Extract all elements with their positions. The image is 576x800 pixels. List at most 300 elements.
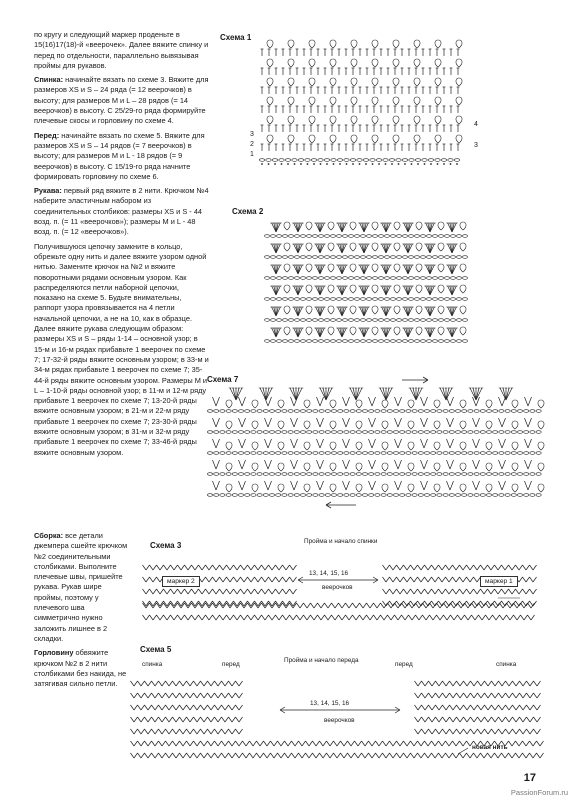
fan-stitch bbox=[260, 388, 266, 400]
v-stitch-right bbox=[512, 753, 516, 758]
v-stitch-left bbox=[206, 615, 210, 620]
v-stitch-right bbox=[146, 565, 150, 570]
v-stitch-right bbox=[230, 615, 234, 620]
v-stitch-left bbox=[415, 693, 419, 698]
v-stitch-right bbox=[141, 717, 145, 722]
v-stitch-right bbox=[477, 753, 481, 758]
v-stitch-right bbox=[239, 693, 243, 698]
leaf-motif bbox=[267, 97, 273, 105]
v-stitch-right bbox=[377, 603, 381, 608]
v-stitch-left bbox=[473, 460, 477, 469]
v-stitch-right bbox=[155, 729, 159, 734]
chain-stitch bbox=[530, 410, 535, 413]
chain-stitch bbox=[408, 319, 413, 322]
leaf-motif bbox=[226, 421, 232, 429]
chain-stitch bbox=[269, 452, 274, 455]
v-stitch-right bbox=[386, 589, 390, 594]
v-stitch-right bbox=[467, 681, 471, 686]
v-stitch-right bbox=[237, 589, 241, 594]
v-stitch-right bbox=[268, 460, 272, 469]
chain-stitch bbox=[384, 298, 389, 301]
v-stitch-right bbox=[274, 753, 278, 758]
chain-stitch bbox=[306, 277, 311, 280]
v-stitch-left bbox=[250, 741, 254, 746]
v-stitch-right bbox=[300, 615, 304, 620]
v-stitch-right bbox=[453, 705, 457, 710]
v-stitch-right bbox=[372, 481, 376, 490]
v-stitch-right bbox=[530, 729, 534, 734]
chain-stitch bbox=[486, 410, 491, 413]
v-stitch-left bbox=[418, 565, 422, 570]
leaf-motif bbox=[456, 97, 462, 105]
v-stitch-right bbox=[450, 481, 454, 490]
v-stitch-right bbox=[386, 565, 390, 570]
v-stitch-right bbox=[424, 397, 428, 406]
v-stitch-left bbox=[422, 729, 426, 734]
v-stitch-left bbox=[479, 603, 483, 608]
v-stitch-right bbox=[435, 577, 439, 582]
v-stitch-left bbox=[201, 693, 205, 698]
v-stitch-left bbox=[495, 565, 499, 570]
chain-stitch bbox=[505, 473, 510, 476]
chain-stitch bbox=[480, 410, 485, 413]
v-stitch-right bbox=[302, 753, 306, 758]
chain-stitch bbox=[493, 494, 498, 497]
chain-stitch bbox=[400, 410, 405, 413]
v-stitch-left bbox=[437, 603, 441, 608]
leaf-motif bbox=[456, 116, 462, 124]
v-stitch-left bbox=[450, 681, 454, 686]
v-stitch-left bbox=[152, 693, 156, 698]
v-stitch-right bbox=[169, 693, 173, 698]
v-stitch-right bbox=[491, 589, 495, 594]
chain-stitch bbox=[363, 159, 368, 162]
chain-stitch bbox=[360, 319, 365, 322]
v-stitch-left bbox=[227, 615, 231, 620]
chain-stitch bbox=[360, 298, 365, 301]
v-stitch-left bbox=[180, 705, 184, 710]
fan-stitch bbox=[230, 388, 236, 400]
v-stitch-left bbox=[437, 615, 441, 620]
chain-stitch bbox=[390, 319, 395, 322]
v-stitch-right bbox=[267, 741, 271, 746]
chain-stitch bbox=[493, 473, 498, 476]
v-stitch-left bbox=[199, 589, 203, 594]
v-stitch-left bbox=[471, 717, 475, 722]
chain-stitch bbox=[448, 159, 453, 162]
chain-stitch bbox=[420, 298, 425, 301]
leaf-motif bbox=[538, 421, 544, 429]
slip-stitch bbox=[359, 163, 361, 165]
v-stitch-left bbox=[485, 693, 489, 698]
leaf-motif bbox=[394, 243, 400, 251]
scheme5-title: Пройма и начало переда bbox=[284, 657, 359, 664]
v-stitch-right bbox=[160, 565, 164, 570]
chain-stitch bbox=[282, 256, 287, 259]
v-stitch-right bbox=[449, 565, 453, 570]
leaf-motif bbox=[328, 243, 334, 251]
chain-stitch bbox=[414, 256, 419, 259]
v-stitch-left bbox=[234, 615, 238, 620]
chain-stitch bbox=[319, 431, 324, 434]
chain-stitch bbox=[412, 473, 417, 476]
v-stitch-left bbox=[290, 589, 294, 594]
v-stitch-right bbox=[190, 729, 194, 734]
v-stitch-left bbox=[250, 753, 254, 758]
v-stitch-left bbox=[343, 439, 347, 448]
v-stitch-left bbox=[460, 753, 464, 758]
v-stitch-right bbox=[461, 615, 465, 620]
chain-stitch bbox=[354, 235, 359, 238]
v-stitch-left bbox=[332, 615, 336, 620]
v-stitch-right bbox=[439, 729, 443, 734]
v-stitch-right bbox=[204, 717, 208, 722]
v-stitch-left bbox=[283, 577, 287, 582]
chain-stitch bbox=[454, 159, 459, 162]
v-stitch-right bbox=[323, 741, 327, 746]
v-stitch-right bbox=[346, 418, 350, 427]
chain-stitch bbox=[294, 277, 299, 280]
slip-stitch bbox=[391, 163, 393, 165]
v-stitch-right bbox=[505, 753, 509, 758]
front-text: начинайте вязать по схеме 5. Вяжите для размеров XS и S – 14 рядов (= 7 веерочков) в высоту; для размеров M и L - 18 рядов (= 9 веерочков) в высоту. С 15/19-го ряда начните формировать горловину по схеме 6. bbox=[34, 130, 205, 181]
v-stitch-right bbox=[516, 729, 520, 734]
v-stitch-left bbox=[390, 589, 394, 594]
v-stitch-right bbox=[398, 481, 402, 490]
chain-stitch bbox=[406, 473, 411, 476]
leaf-motif bbox=[351, 59, 357, 67]
chain-stitch bbox=[530, 494, 535, 497]
v-stitch-right bbox=[204, 693, 208, 698]
v-stitch-right bbox=[169, 741, 173, 746]
chain-stitch bbox=[245, 473, 250, 476]
chain-stitch bbox=[259, 159, 264, 162]
v-stitch-right bbox=[176, 717, 180, 722]
v-stitch-right bbox=[414, 589, 418, 594]
v-stitch-left bbox=[229, 717, 233, 722]
v-stitch-right bbox=[421, 577, 425, 582]
chain-stitch bbox=[449, 494, 454, 497]
v-stitch-left bbox=[492, 717, 496, 722]
chain-stitch bbox=[393, 410, 398, 413]
leaf-motif bbox=[306, 306, 312, 314]
v-stitch-right bbox=[268, 418, 272, 427]
v-stitch-right bbox=[523, 705, 527, 710]
v-stitch-right bbox=[502, 681, 506, 686]
chain-stitch bbox=[282, 452, 287, 455]
scheme5-new-thread: новая нить bbox=[472, 744, 508, 751]
v-stitch-left bbox=[506, 729, 510, 734]
v-stitch-right bbox=[450, 460, 454, 469]
chain-stitch bbox=[338, 473, 343, 476]
v-stitch-right bbox=[286, 589, 290, 594]
v-stitch-right bbox=[449, 753, 453, 758]
v-stitch-right bbox=[134, 717, 138, 722]
v-stitch-right bbox=[216, 439, 220, 448]
v-stitch-left bbox=[341, 753, 345, 758]
fan-stitch bbox=[353, 388, 356, 400]
sleeves-text: первый ряд вяжите в 2 нити. Крючком №4 наберите эластичным набором из соединительных столбиков: размеры XS и S - 44 возд. п. (= 11 «веерочков»); размеры M и L - 48 возд. п. (= 12 «веерочков»). bbox=[34, 186, 209, 237]
v-stitch-left bbox=[530, 565, 534, 570]
v-stitch-right bbox=[474, 681, 478, 686]
v-stitch-right bbox=[428, 577, 432, 582]
v-stitch-right bbox=[265, 565, 269, 570]
v-stitch-left bbox=[229, 693, 233, 698]
v-stitch-right bbox=[218, 705, 222, 710]
v-stitch-left bbox=[222, 705, 226, 710]
v-stitch-right bbox=[155, 717, 159, 722]
chain-stitch bbox=[369, 410, 374, 413]
chain-stitch bbox=[285, 159, 290, 162]
v-stitch-left bbox=[343, 397, 347, 406]
v-stitch-left bbox=[152, 717, 156, 722]
v-stitch-right bbox=[239, 705, 243, 710]
leaf-motif bbox=[393, 97, 399, 105]
v-stitch-right bbox=[537, 729, 541, 734]
v-stitch-right bbox=[498, 589, 502, 594]
chain-stitch bbox=[264, 298, 269, 301]
chain-stitch bbox=[264, 235, 269, 238]
chain-stitch bbox=[288, 340, 293, 343]
v-stitch-right bbox=[440, 615, 444, 620]
v-stitch-left bbox=[432, 601, 436, 606]
v-stitch-left bbox=[318, 615, 322, 620]
v-stitch-right bbox=[330, 753, 334, 758]
v-stitch-right bbox=[358, 753, 362, 758]
v-stitch-left bbox=[206, 589, 210, 594]
chain-stitch bbox=[338, 431, 343, 434]
v-stitch-right bbox=[533, 577, 537, 582]
v-stitch-right bbox=[351, 741, 355, 746]
v-stitch-right bbox=[432, 729, 436, 734]
scheme1-row-3-left: 3 bbox=[250, 131, 254, 138]
v-stitch-left bbox=[131, 681, 135, 686]
leaf-motif bbox=[330, 484, 336, 492]
v-stitch-right bbox=[349, 615, 353, 620]
v-stitch-right bbox=[400, 753, 404, 758]
v-stitch-left bbox=[465, 615, 469, 620]
chain-stitch bbox=[263, 473, 268, 476]
chain-stitch bbox=[387, 410, 392, 413]
chain-stitch bbox=[226, 452, 231, 455]
v-stitch-right bbox=[526, 589, 530, 594]
v-stitch-left bbox=[292, 741, 296, 746]
leaf-motif bbox=[372, 40, 378, 48]
v-stitch-right bbox=[446, 729, 450, 734]
v-stitch-right bbox=[495, 717, 499, 722]
v-stitch-left bbox=[457, 705, 461, 710]
v-stitch-right bbox=[134, 741, 138, 746]
v-stitch-right bbox=[450, 397, 454, 406]
v-stitch-right bbox=[202, 615, 206, 620]
chain-stitch bbox=[300, 473, 305, 476]
leaf-motif bbox=[438, 285, 444, 293]
v-stitch-right bbox=[498, 565, 502, 570]
v-stitch-left bbox=[276, 615, 280, 620]
v-stitch-right bbox=[533, 753, 537, 758]
v-stitch-left bbox=[227, 565, 231, 570]
v-stitch-right bbox=[293, 615, 297, 620]
v-stitch-right bbox=[211, 717, 215, 722]
chain-stitch bbox=[318, 340, 323, 343]
chain-stitch bbox=[338, 452, 343, 455]
v-stitch-left bbox=[317, 481, 321, 490]
chain-stitch bbox=[375, 431, 380, 434]
v-stitch-left bbox=[239, 418, 243, 427]
chain-stitch bbox=[384, 256, 389, 259]
chain-stitch bbox=[207, 494, 212, 497]
v-stitch-left bbox=[362, 741, 366, 746]
v-stitch-left bbox=[369, 753, 373, 758]
chain-stitch bbox=[294, 319, 299, 322]
chain-stitch bbox=[455, 410, 460, 413]
v-stitch-left bbox=[173, 705, 177, 710]
chain-stitch bbox=[257, 410, 262, 413]
v-stitch-left bbox=[390, 577, 394, 582]
v-stitch-right bbox=[391, 615, 395, 620]
v-stitch-right bbox=[167, 589, 171, 594]
v-stitch-left bbox=[143, 565, 147, 570]
v-stitch-left bbox=[236, 693, 240, 698]
v-stitch-left bbox=[472, 603, 476, 608]
chain-stitch bbox=[336, 235, 341, 238]
chain-stitch bbox=[360, 277, 365, 280]
v-stitch-left bbox=[367, 603, 371, 608]
v-stitch-left bbox=[429, 729, 433, 734]
chain-stitch bbox=[269, 410, 274, 413]
leaf-motif bbox=[350, 285, 356, 293]
v-stitch-right bbox=[344, 753, 348, 758]
v-stitch-right bbox=[363, 603, 367, 608]
v-stitch-right bbox=[453, 729, 457, 734]
chain-stitch bbox=[536, 410, 541, 413]
v-stitch-left bbox=[488, 753, 492, 758]
leaf-motif bbox=[252, 484, 258, 492]
v-stitch-left bbox=[239, 481, 243, 490]
v-stitch-right bbox=[242, 418, 246, 427]
chain-stitch bbox=[432, 277, 437, 280]
leaf-motif bbox=[328, 306, 334, 314]
chain-stitch bbox=[438, 256, 443, 259]
leaf-motif bbox=[328, 222, 334, 230]
chain-stitch bbox=[406, 494, 411, 497]
leaf-motif bbox=[306, 327, 312, 335]
chain-stitch bbox=[450, 298, 455, 301]
chain-stitch bbox=[437, 431, 442, 434]
v-stitch-left bbox=[521, 615, 525, 620]
chain-stitch bbox=[431, 410, 436, 413]
v-stitch-left bbox=[241, 577, 245, 582]
chain-stitch bbox=[455, 494, 460, 497]
leaf-motif bbox=[408, 484, 414, 492]
v-stitch-right bbox=[477, 589, 481, 594]
v-stitch-left bbox=[453, 601, 457, 606]
v-stitch-right bbox=[421, 741, 425, 746]
v-stitch-right bbox=[393, 565, 397, 570]
chain-stitch bbox=[319, 473, 324, 476]
chain-stitch bbox=[418, 452, 423, 455]
v-stitch-right bbox=[239, 741, 243, 746]
chain-stitch bbox=[524, 473, 529, 476]
chain-stitch bbox=[414, 277, 419, 280]
v-stitch-right bbox=[453, 681, 457, 686]
fan-stitch bbox=[446, 388, 452, 400]
v-stitch-right bbox=[470, 565, 474, 570]
v-stitch-left bbox=[369, 397, 373, 406]
leaf-motif bbox=[330, 59, 336, 67]
chain-stitch bbox=[354, 256, 359, 259]
v-stitch-right bbox=[267, 753, 271, 758]
v-stitch-left bbox=[525, 397, 529, 406]
v-stitch-right bbox=[446, 705, 450, 710]
v-stitch-right bbox=[162, 741, 166, 746]
leaf-motif bbox=[538, 400, 544, 408]
chain-stitch bbox=[456, 277, 461, 280]
v-stitch-right bbox=[424, 418, 428, 427]
scheme5-front-right: перед bbox=[395, 661, 413, 668]
chain-stitch bbox=[530, 452, 535, 455]
v-stitch-left bbox=[439, 753, 443, 758]
chain-stitch bbox=[420, 319, 425, 322]
leaf-motif bbox=[328, 285, 334, 293]
chain-stitch bbox=[450, 319, 455, 322]
chain-stitch bbox=[357, 159, 362, 162]
leaf-motif bbox=[438, 222, 444, 230]
v-stitch-right bbox=[509, 717, 513, 722]
chain-stitch bbox=[214, 431, 219, 434]
chain-stitch bbox=[402, 256, 407, 259]
v-stitch-left bbox=[418, 577, 422, 582]
chain-stitch bbox=[324, 319, 329, 322]
chain-stitch bbox=[366, 340, 371, 343]
chain-stitch bbox=[424, 494, 429, 497]
chain-stitch bbox=[420, 277, 425, 280]
v-stitch-left bbox=[374, 615, 378, 620]
v-stitch-left bbox=[213, 439, 217, 448]
v-stitch-right bbox=[528, 481, 532, 490]
chain-stitch bbox=[372, 235, 377, 238]
leaf-motif bbox=[252, 442, 258, 450]
chain-stitch bbox=[300, 452, 305, 455]
v-stitch-left bbox=[215, 681, 219, 686]
v-stitch-right bbox=[279, 589, 283, 594]
fan-stitch bbox=[506, 388, 509, 400]
v-stitch-right bbox=[141, 729, 145, 734]
chain-stitch bbox=[536, 494, 541, 497]
intro-paragraph: по кругу и следующий маркер проденьте в 15(16)17(18)-й «веерочек». Далее вяжите спинку и перед по отдельности, параллельно вывязывая проймы для рукавов. bbox=[34, 30, 209, 70]
v-stitch-right bbox=[309, 741, 313, 746]
chain-stitch bbox=[420, 256, 425, 259]
v-stitch-right bbox=[470, 577, 474, 582]
scheme1-row-3-right: 3 bbox=[474, 142, 478, 149]
leaf-motif bbox=[512, 400, 518, 408]
v-stitch-left bbox=[290, 577, 294, 582]
v-stitch-right bbox=[146, 615, 150, 620]
v-stitch-right bbox=[425, 681, 429, 686]
v-stitch-right bbox=[442, 565, 446, 570]
v-stitch-left bbox=[499, 693, 503, 698]
v-stitch-right bbox=[446, 693, 450, 698]
v-stitch-left bbox=[506, 717, 510, 722]
chain-stitch bbox=[375, 410, 380, 413]
leaf-motif bbox=[460, 421, 466, 429]
v-stitch-left bbox=[415, 681, 419, 686]
v-stitch-right bbox=[470, 589, 474, 594]
v-stitch-left bbox=[467, 589, 471, 594]
chain-stitch bbox=[307, 473, 312, 476]
v-stitch-left bbox=[460, 741, 464, 746]
v-stitch-right bbox=[253, 753, 257, 758]
